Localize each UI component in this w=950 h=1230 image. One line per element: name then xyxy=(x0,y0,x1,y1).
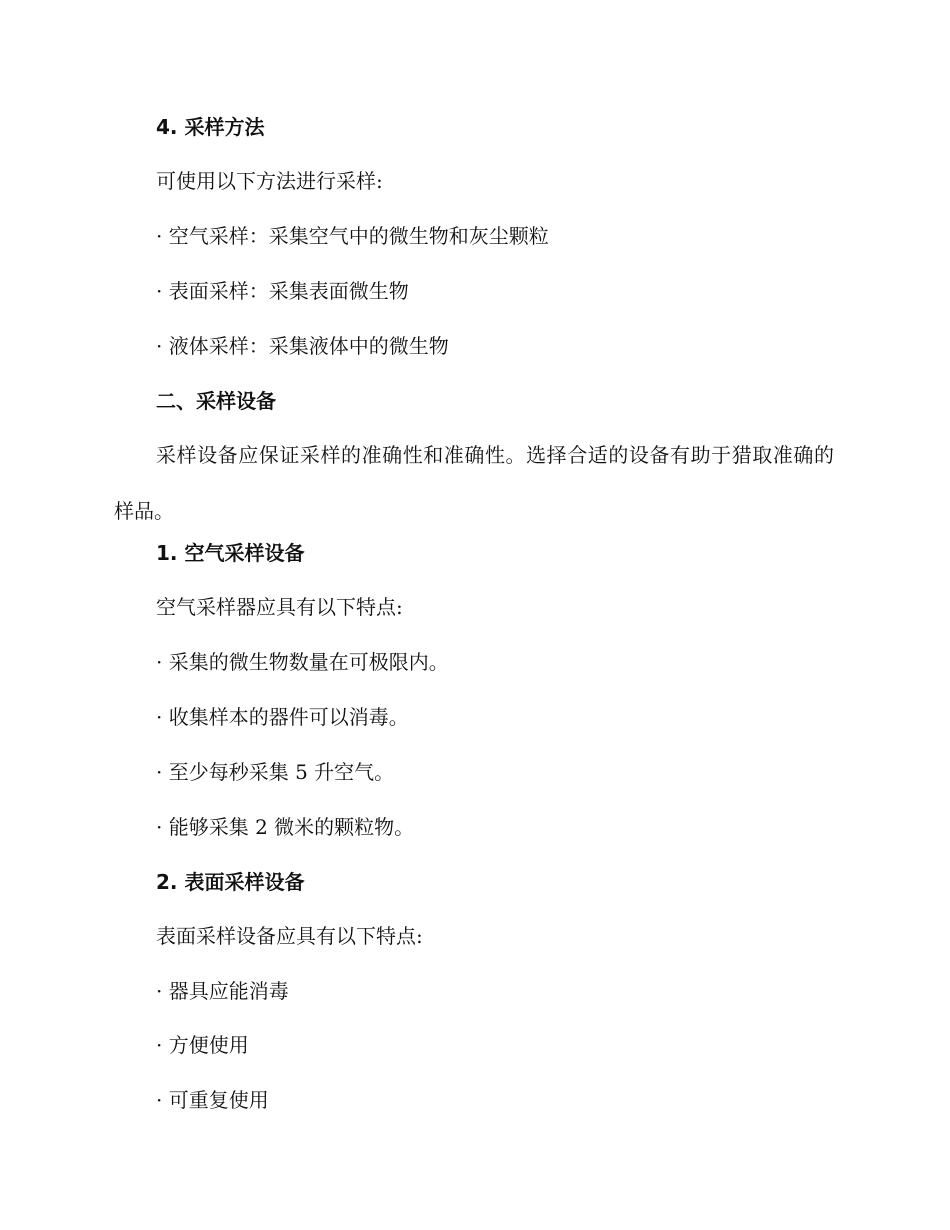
section-intro: 可使用以下方法进行采样: xyxy=(156,169,383,193)
list-item: · 液体采样：采集液体中的微生物 xyxy=(156,334,449,358)
list-item: · 能够采集 2 微米的颗粒物。 xyxy=(156,815,415,839)
subsection-intro: 空气采样器应具有以下特点: xyxy=(156,595,403,619)
list-item: · 采集的微生物数量在可极限内。 xyxy=(156,650,449,674)
list-item: · 至少每秒采集 5 升空气。 xyxy=(156,760,395,784)
subsection-heading-air-sampling: 1. 空气采样设备 xyxy=(156,541,305,565)
body-paragraph: 采样设备应保证采样的准确性和准确性。选择合适的设备有助于猎取准确的样品。 xyxy=(114,443,834,523)
subsection-heading-surface-sampling: 2. 表面采样设备 xyxy=(156,870,305,894)
list-item: · 可重复使用 xyxy=(156,1088,269,1112)
list-item: · 方便使用 xyxy=(156,1033,249,1057)
subsection-intro: 表面采样设备应具有以下特点: xyxy=(156,924,423,948)
part-heading-sampling-equipment: 二、采样设备 xyxy=(156,389,276,413)
section-heading-sampling-methods: 4. 采样方法 xyxy=(156,115,265,139)
list-item: · 表面采样：采集表面微生物 xyxy=(156,279,409,303)
list-item: · 器具应能消毒 xyxy=(156,979,289,1003)
list-item: · 空气采样：采集空气中的微生物和灰尘颗粒 xyxy=(156,224,549,248)
list-item: · 收集样本的器件可以消毒。 xyxy=(156,705,409,729)
